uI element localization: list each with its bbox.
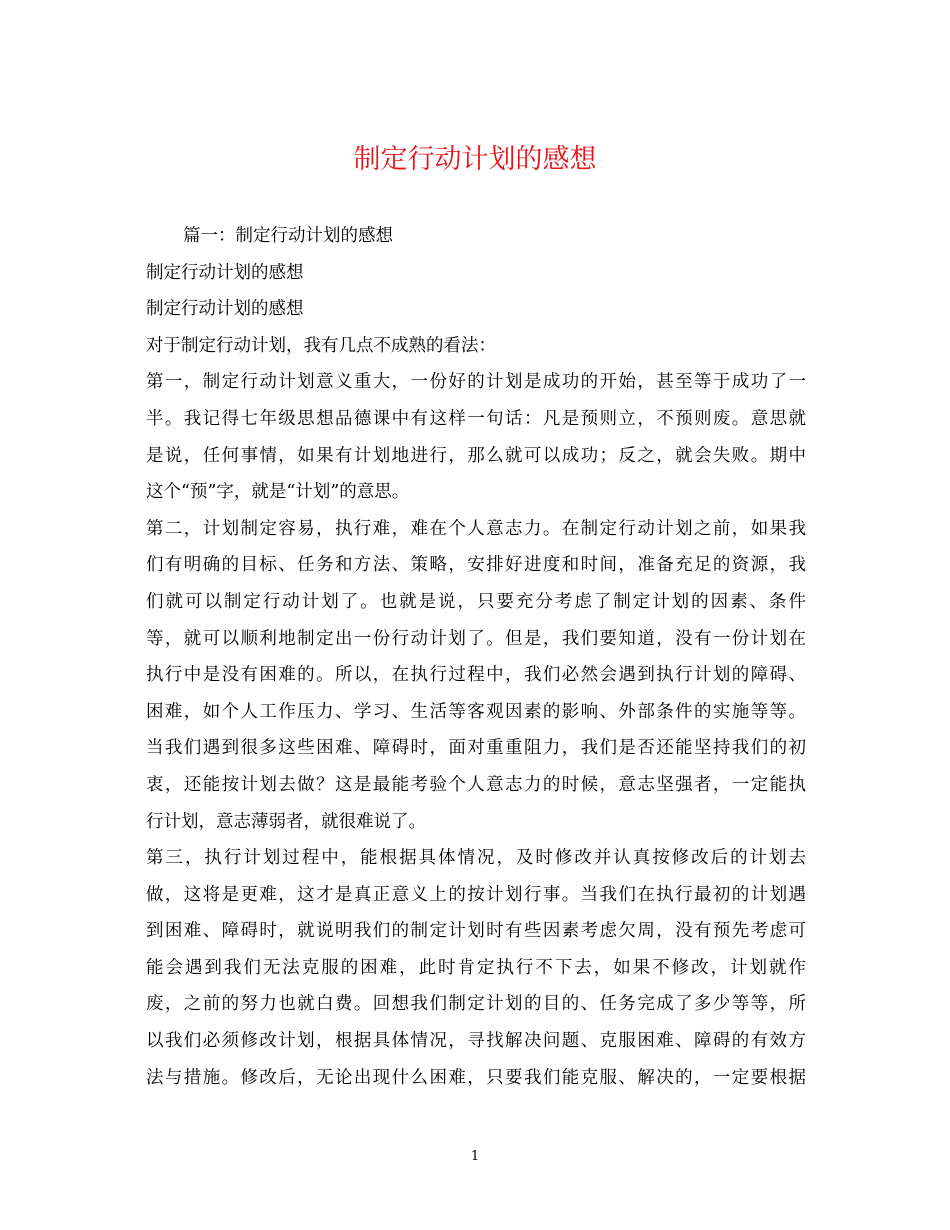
text-line: 第二，计划制定容易，执行难，难在个人意志力。在制定行动计划之前，如果我 [146, 518, 806, 539]
text-line: 制定行动计划的感想 [146, 299, 304, 320]
text-line: 第一，制定行动计划意义重大，一份好的计划是成功的开始，甚至等于成功了一 [146, 372, 806, 393]
text-line: 们就可以制定行动计划了。也就是说，只要充分考虑了制定计划的因素、条件 [146, 591, 806, 612]
text-line: 当我们遇到很多这些困难、障碍时，面对重重阻力，我们是否还能坚持我们的初 [146, 738, 806, 759]
text-line: 做，这将是更难，这才是真正意义上的按计划行事。当我们在执行最初的计划遇 [146, 884, 806, 905]
text-line: 能会遇到我们无法克服的困难，此时肯定执行不下去，如果不修改，计划就作 [146, 957, 806, 978]
page-title: 制定行动计划的感想 [353, 144, 597, 175]
text-line: 是说，任何事情，如果有计划地进行，那么就可以成功；反之，就会失败。期中 [146, 445, 806, 466]
text-line: 对于制定行动计划，我有几点不成熟的看法： [146, 335, 496, 356]
text-line: 行计划，意志薄弱者，就很难说了。 [146, 811, 426, 832]
text-line: 法与措施。修改后，无论出现什么困难，只要我们能克服、解决的，一定要根据 [146, 1067, 806, 1088]
text-line: 以我们必须修改计划，根据具体情况，寻找解决问题、克服困难、障碍的有效方 [146, 1031, 806, 1052]
document-body [146, 218, 806, 1096]
text-line: 执行中是没有困难的。所以，在执行过程中，我们必然会遇到执行计划的障碍、 [146, 665, 806, 686]
text-line: 等，就可以顺利地制定出一份行动计划了。但是，我们要知道，没有一份计划在 [146, 628, 806, 649]
text-line: 废，之前的努力也就白费。回想我们制定计划的目的、任务完成了多少等等，所 [146, 994, 806, 1015]
section-heading: 篇一：制定行动计划的感想 [183, 226, 393, 246]
text-line: 制定行动计划的感想 [146, 262, 304, 283]
text-line: 半。我记得七年级思想品德课中有这样一句话：凡是预则立，不预则废。意思就 [146, 408, 806, 429]
text-line: 到困难、障碍时，就说明我们的制定计划时有些因素考虑欠周，没有预先考虑可 [146, 921, 806, 942]
text-line: 们有明确的目标、任务和方法、策略，安排好进度和时间，准备充足的资源，我 [146, 555, 806, 576]
page-number: 1 [470, 1149, 480, 1164]
text-line: 衷，还能按计划去做？这是最能考验个人意志力的时候，意志坚强者，一定能执 [146, 774, 806, 795]
text-line: 困难，如个人工作压力、学习、生活等客观因素的影响、外部条件的实施等等。 [146, 701, 806, 722]
text-line: 第三，执行计划过程中，能根据具体情况，及时修改并认真按修改后的计划去 [146, 848, 806, 869]
text-line: 这个“预”字，就是“计划”的意思。 [146, 482, 410, 503]
